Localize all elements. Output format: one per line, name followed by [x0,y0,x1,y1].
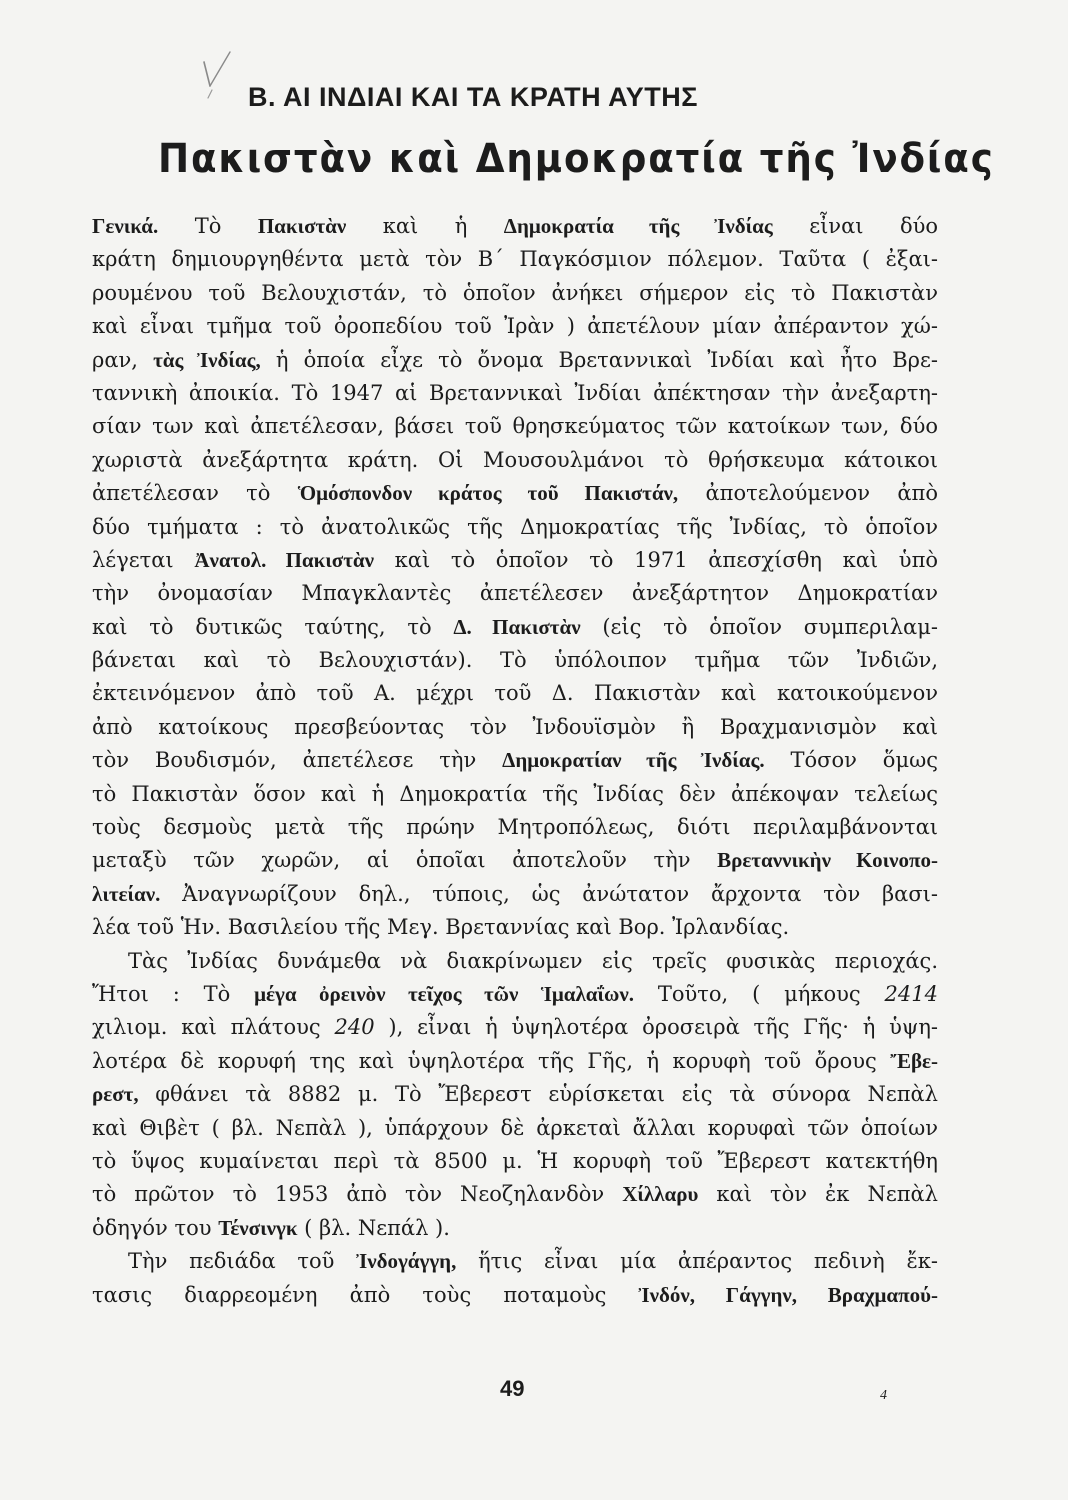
text-line [92,778,938,811]
text-run: ραν, [92,347,154,372]
text-run: τὴν ὀνομασίαν Μπαγκλαντὲς ἀπετέλεσεν ἀνεξάρτητον Δημοκρατίαν [92,581,938,606]
text-run: Γενικά. [92,214,159,238]
text-run: ρουμένου τοῦ Βελουχιστάν, τὸ ὁποῖον ἀνήκει σήμερον εἰς τὸ Πακιστὰν [92,280,938,305]
text-line [92,344,938,377]
text-run: μεταξὺ τῶν χωρῶν, αἱ ὁποῖαι ἀποτελοῦν τὴν [92,848,718,873]
text-line [92,410,938,443]
text-line [92,1245,938,1278]
text-run: ἀποτελούμενον ἀπὸ [678,481,938,506]
text-run: χιλιομ. καὶ πλάτους [92,1015,335,1040]
pencil-check-mark [196,46,246,106]
text-run: τοὺς δεσμοὺς μετὰ τῆς πρώην Μητροπόλεως, διότι περιλαμβάνονται [92,815,938,840]
text-run: Ἀνατολ. Πακιστὰν [194,547,375,572]
text-run: ἐκτεινόμενον ἀπὸ τοῦ Α. μέχρι τοῦ Δ. Πακιστὰν καὶ κατοικούμενον [92,681,938,706]
text-run: Ὁμόσπονδον κράτος τοῦ Πακιστάν, [297,481,679,506]
text-line [92,1145,938,1178]
text-line [92,644,938,677]
text-run: 2414 [884,981,938,1006]
text-run: Ἀναγνωρίζουν δηλ., τύποις, ὡς ἀνώτατον ἄρχοντα τὸν βασι- [160,881,938,906]
text-run: Τόσον ὅμως [764,748,938,773]
text-run: Δημοκρατίαν τῆς Ἰνδίας. [502,748,765,773]
text-line [92,210,938,243]
text-line [92,611,938,644]
text-line [92,1112,938,1145]
text-line [92,1212,938,1245]
text-run: ἡ ὁποία εἶχε τὸ ὄνομα Βρεταννικαὶ Ἰνδίαι καὶ ἦτο Βρε- [260,347,938,372]
text-line [92,711,938,744]
corner-mark: 4 [880,1388,887,1403]
text-line [92,544,938,577]
text-run: καὶ Θιβὲτ ( βλ. Νεπὰλ ), ὑπάρχουν δὲ ἀρκεταὶ ἄλλαι κορυφαὶ τῶν ὁποίων [92,1115,938,1140]
text-run: μέγα ὀρεινὸν τεῖχος τῶν Ἱμαλαΐων. [254,981,634,1006]
text-run: Χίλλαρυ [622,1182,699,1207]
text-line [92,243,938,276]
text-run: δύο τμήματα : τὸ ἀνατολικῶς τῆς Δημοκρατίας τῆς Ἰνδίας, τὸ ὁποῖον [92,514,938,539]
text-run: λοτέρα δὲ κορυφή της καὶ ὑψηλοτέρα τῆς Γῆς, ἡ κορυφὴ τοῦ ὄρους [92,1048,891,1073]
text-run: Πακιστὰν [257,214,347,238]
text-line [92,277,938,310]
text-run: Βρεταννικὴν Κοινοπο- [717,848,938,873]
text-line [92,945,938,978]
text-run: χωριστὰ ἀνεξάρτητα κράτη. Οἱ Μουσουλμάνοι τὸ θρήσκευμα κάτοικοι [92,447,938,472]
text-run: τὸν Βουδισμόν, ἀπετέλεσε τὴν [92,748,503,773]
text-run: ρεστ, [92,1082,139,1107]
text-run: Τοῦτο, ( μήκους [634,981,885,1006]
page-title: Πακιστὰν καὶ Δημοκρατία τῆς Ἰνδίας [158,136,995,182]
text-line [92,911,938,944]
text-run: ταννικὴ ἀποικία. Τὸ 1947 αἱ Βρεταννικαὶ Ἰνδίαι ἀπέκτησαν τὴν ἀνεξαρτη- [92,380,938,405]
text-line [92,1078,938,1111]
text-run: καὶ τὸ ὁποῖον τὸ 1971 ἀπεσχίσθη καὶ ὑπὸ [374,547,938,572]
text-run: τὸ ὕψος κυμαίνεται περὶ τὰ 8500 μ. Ἡ κορυφὴ τοῦ Ἔβερεστ κατεκτήθη [92,1148,938,1173]
text-run: Ἤτοι : Τὸ [92,981,255,1006]
text-run: καὶ ἡ [346,214,504,238]
text-run: λέα τοῦ Ἡν. Βασιλείου τῆς Μεγ. Βρεταννίας καὶ Βορ. Ἰρλανδίας. [92,915,790,940]
text-run: τὰς Ἰνδίας, [153,347,261,372]
text-line [92,577,938,610]
text-run: Τὴν πεδιάδα τοῦ [128,1249,357,1274]
text-line [92,744,938,777]
text-run: τὸ πρῶτον τὸ 1953 ἀπὸ τὸν Νεοζηλανδὸν [92,1182,623,1207]
text-run: Δημοκρατία τῆς Ἰνδίας [503,214,773,238]
section-heading: Β. ΑΙ ΙΝΔΙΑΙ ΚΑΙ ΤΑ ΚΡΑΤΗ ΑΥΤΗΣ [248,82,698,112]
text-line [92,978,938,1011]
text-run: βάνεται καὶ τὸ Βελουχιστάν). Τὸ ὑπόλοιπον τμῆμα τῶν Ἰνδιῶν, [92,648,938,673]
text-run: ὁδηγόν του [92,1215,219,1240]
text-run: τὸ Πακιστὰν ὅσον καὶ ἡ Δημοκρατία τῆς Ἰνδίας δὲν ἀπέκοψαν τελείως [92,781,938,806]
text-run: ἀπετέλεσαν τὸ [92,481,298,506]
text-run: ), εἶναι ἡ ὑψηλοτέρα ὀροσειρὰ τῆς Γῆς· ἡ ὑψη- [374,1015,938,1040]
text-run: ἀπὸ κατοίκους πρεσβεύοντας τὸν Ἰνδουϊσμὸν ἢ Βραχμανισμὸν καὶ [92,714,938,739]
text-run: καὶ εἶναι τμῆμα τοῦ ὀροπεδίου τοῦ Ἰρὰν ) ἀπετέλουν μίαν ἀπέραντον χώ- [92,314,938,339]
text-run: τασις διαρρεομένη ἀπὸ τοὺς ποταμοὺς [92,1282,639,1307]
text-run: Τένσινγκ [218,1215,298,1240]
text-run: φθάνει τὰ 8882 μ. Τὸ Ἔβερεστ εὑρίσκεται εἰς τὰ σύνορα Νεπὰλ [138,1082,938,1107]
text-run: καὶ τὸν ἐκ Νεπὰλ [698,1182,938,1207]
text-run: Ἰνδόν, Γάγγην, Βραχμαπού- [638,1282,938,1307]
text-line [92,377,938,410]
text-run: Ἔβε- [890,1048,938,1073]
text-line [92,1279,938,1312]
text-line [92,444,938,477]
text-run: (εἰς τὸ ὁποῖον συμπεριλαμ- [580,614,938,639]
text-run: ἥτις εἶναι μία ἀπέραντος πεδινὴ ἔκ- [456,1249,938,1274]
text-run: λέγεται [92,547,195,572]
text-run: Τὰς Ἰνδίας δυνάμεθα νὰ διακρίνωμεν εἰς τρεῖς φυσικὰς περιοχάς. [128,948,938,973]
text-line [92,811,938,844]
text-run: κράτη δημιουργηθέντα μετὰ τὸν Β΄ Παγκόσμιον πόλεμον. Ταῦτα ( ἐξαι- [92,247,938,272]
text-line [92,878,938,911]
text-run: Δ. Πακιστὰν [453,614,581,639]
page-number: 49 [500,1376,525,1401]
text-run: Τὸ [158,214,258,238]
text-line [92,1178,938,1211]
text-line [92,511,938,544]
text-run: καὶ τὸ δυτικῶς ταύτης, τὸ [92,614,454,639]
text-line [92,477,938,510]
text-line [92,1045,938,1078]
text-line [92,677,938,710]
text-run: Ἰνδογάγγη, [356,1249,457,1274]
text-line [92,1011,938,1044]
text-line [92,844,938,877]
article-body [92,210,938,1312]
text-run: λιτείαν. [92,881,161,906]
text-run: ( βλ. Νεπάλ ). [297,1215,450,1240]
text-run: σίαν των καὶ ἀπετέλεσαν, βάσει τοῦ θρησκεύματος τῶν κατοίκων των, δύο [92,414,938,439]
text-run: 240 [334,1015,375,1040]
text-run: εἶναι δύο [772,214,938,238]
text-line [92,310,938,343]
